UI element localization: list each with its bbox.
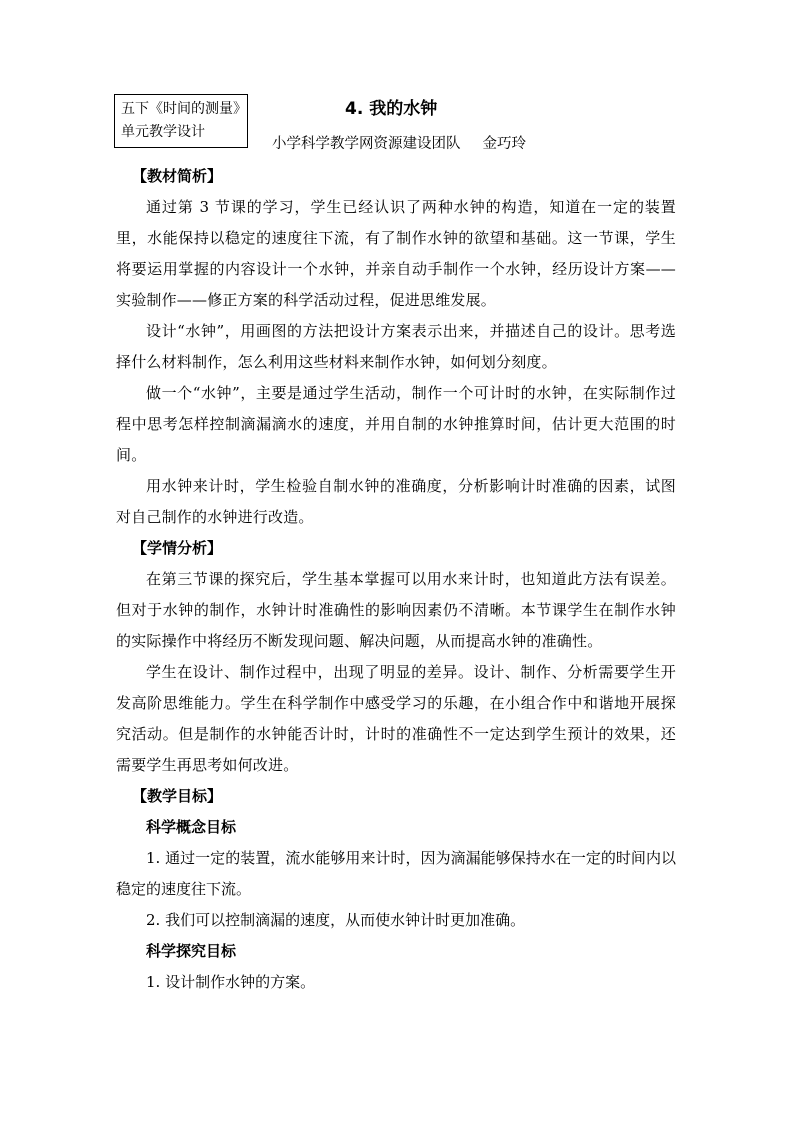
inquiry-goal-1: 1. 设计制作水钟的方案。: [146, 973, 316, 991]
textbook-paragraph-3: 做一个“水钟”，主要是通过学生活动，制作一个可计时的水钟，在实际制作过程中思考怎样控制滴漏滴水的速度，并用自制的水钟推算时间，估计更大范围的时间。: [116, 384, 676, 464]
students-paragraph-2: 学生在设计、制作过程中，出现了明显的差异。设计、制作、分析需要学生开发高阶思维能力。学生在科学制作中感受学习的乐趣，在小组合作中和谐地开展探究活动。但是制作的水钟能否计时，计时的准确性不一定达到学生预计的效果，还需要学生再思考如何改进。: [116, 663, 676, 774]
document-body: [116, 161, 676, 998]
students-paragraph-1: 在第三节课的探究后，学生基本掌握可以用水来计时，也知道此方法有误差。但对于水钟的制作，水钟计时准确性的影响因素仍不清晰。本节课学生在制作水钟的实际操作中将经历不断发现问题、解决问题，从而提高水钟的准确性。: [116, 570, 676, 650]
section-heading-goals: 【教学目标】: [132, 787, 223, 805]
author-team: 小学科学教学网资源建设团队: [272, 136, 461, 152]
unit-label-box: [114, 94, 248, 148]
textbook-paragraph-4: 用水钟来计时，学生检验自制水钟的准确度，分析影响计时准确的因素，试图对自己制作的水钟进行改造。: [116, 477, 676, 526]
lesson-title: 4. 我的水钟: [345, 99, 438, 119]
textbook-paragraph-1: 通过第 3 节课的学习，学生已经认识了两种水钟的构造，知道在一定的装置里，水能保持以稳定的速度往下流，有了制作水钟的欲望和基础。这一节课，学生将要运用掌握的内容设计一个水钟，并亲自动手制作一个水钟，经历设计方案——实验制作——修正方案的科学活动过程，促进思维发展。: [116, 198, 676, 309]
inquiry-goals-heading: 科学探究目标: [146, 942, 237, 960]
unit-label-line2: 单元教学设计: [121, 124, 205, 140]
textbook-paragraph-2: 设计“水钟”，用画图的方法把设计方案表示出来，并描述自己的设计。思考选择什么材料制作，怎么利用这些材料来制作水钟，如何划分刻度。: [116, 322, 676, 371]
concept-goal-1: 1. 通过一定的装置，流水能够用来计时，因为滴漏能够保持水在一定的时间内以稳定的速度往下流。: [116, 849, 676, 898]
author-name: 金巧玲: [482, 136, 526, 152]
concept-goal-2: 2. 我们可以控制滴漏的速度，从而使水钟计时更加准确。: [146, 911, 526, 929]
concept-goals-heading: 科学概念目标: [146, 818, 237, 836]
unit-label-line1: 五下《时间的测量》: [121, 101, 247, 117]
section-heading-students: 【学情分析】: [132, 539, 223, 557]
author-line: [272, 132, 526, 156]
section-heading-textbook: 【教材简析】: [132, 167, 223, 185]
